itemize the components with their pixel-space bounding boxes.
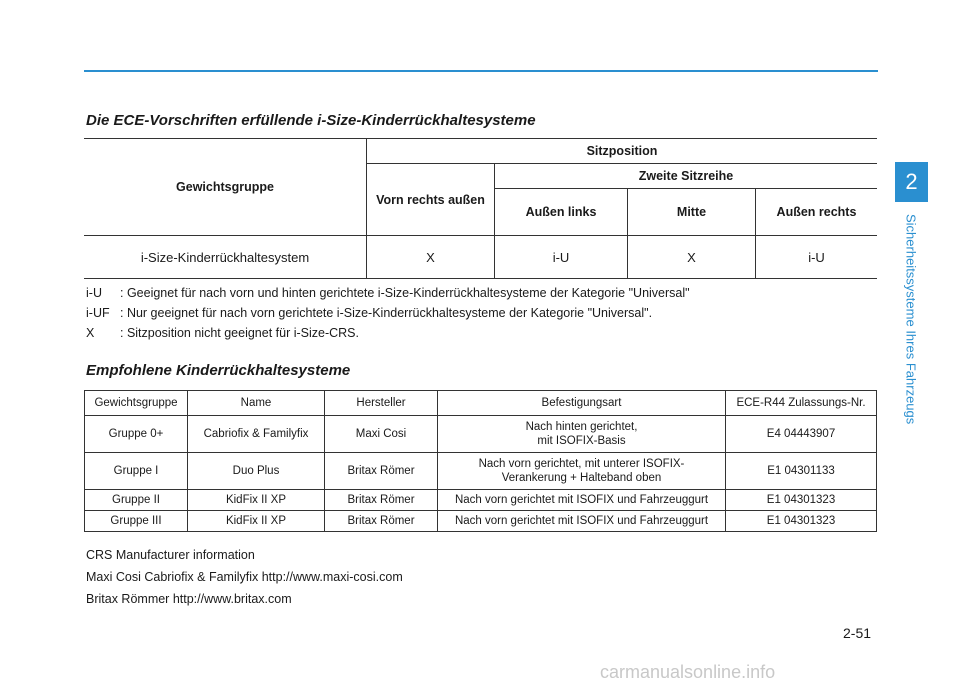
legend-text: : Nur geeignet für nach vorn gerichtete i-Size-Kinderrückhaltesysteme der Kategorie "Universal". (120, 306, 653, 320)
cell-group: Gruppe 0+ (85, 416, 188, 453)
cell-links: i-U (495, 236, 628, 279)
chapter-badge: 2 (895, 162, 928, 202)
cell-group: Gruppe II (85, 490, 188, 511)
cell-mount (438, 453, 726, 490)
table-row (85, 416, 877, 453)
cell-maker: Maxi Cosi (325, 416, 438, 453)
col-gewichtsgruppe: Gewichtsgruppe (85, 391, 188, 416)
legend-item (86, 323, 690, 343)
cell-vorn: X (367, 236, 495, 279)
legend-key: i-U (86, 286, 102, 300)
cell-name: KidFix II XP (188, 490, 325, 511)
legend-key: i-UF (86, 306, 110, 320)
col-name: Name (188, 391, 325, 416)
legend-item (86, 283, 690, 303)
info-line: Maxi Cosi Cabriofix & Familyfix http://www.maxi-cosi.com (86, 570, 403, 584)
table-row (84, 236, 877, 279)
cell-maker: Britax Römer (325, 490, 438, 511)
info-line: Britax Römmer http://www.britax.com (86, 592, 292, 606)
manufacturer-info (86, 544, 403, 610)
cell-group: Gruppe I (85, 453, 188, 490)
header-aussen-links: Außen links (495, 189, 628, 236)
table-row (85, 490, 877, 511)
cell-approval: E1 04301323 (726, 511, 877, 532)
cell-maker: Britax Römer (325, 511, 438, 532)
legend-text: : Geeignet für nach vorn und hinten gerichtete i-Size-Kinderrückhaltesysteme der Kategorie "Universal" (120, 286, 690, 300)
cell-group: i-Size-Kinderrückhaltesystem (84, 236, 367, 279)
cell-mount (438, 416, 726, 453)
info-line: CRS Manufacturer information (86, 548, 255, 562)
section-title-isize: Die ECE-Vorschriften erfüllende i-Size-Kinderrückhaltesysteme (86, 112, 536, 129)
mount-line-1: Nach hinten gerichtet, (525, 421, 638, 433)
cell-name: KidFix II XP (188, 511, 325, 532)
mount-line-1: Nach vorn gerichtet, mit unterer ISOFIX- (478, 458, 685, 470)
header-mitte: Mitte (628, 189, 756, 236)
cell-approval: E1 04301323 (726, 490, 877, 511)
watermark: carmanualsonline.info (600, 662, 776, 682)
cell-mount: Nach vorn gerichtet mit ISOFIX und Fahrzeuggurt (438, 511, 726, 532)
legend-key: X (86, 326, 95, 340)
recommended-table (84, 390, 877, 532)
cell-mount: Nach vorn gerichtet mit ISOFIX und Fahrzeuggurt (438, 490, 726, 511)
page-number: 2-51 (843, 625, 872, 641)
table-row (85, 453, 877, 490)
isize-table (84, 138, 877, 279)
header-sitzposition: Sitzposition (367, 139, 878, 164)
mount-line-2: Verankerung + Halteband oben (501, 472, 662, 484)
chapter-label: Sicherheitssysteme Ihres Fahrzeugs (903, 214, 919, 425)
col-hersteller: Hersteller (325, 391, 438, 416)
cell-rechts: i-U (756, 236, 878, 279)
header-gewichtsgruppe: Gewichtsgruppe (84, 139, 367, 236)
cell-maker: Britax Römer (325, 453, 438, 490)
cell-group: Gruppe III (85, 511, 188, 532)
cell-mitte: X (628, 236, 756, 279)
legend-item (86, 303, 690, 323)
mount-line-2: mit ISOFIX-Basis (537, 435, 626, 447)
cell-approval: E4 04443907 (726, 416, 877, 453)
cell-name: Cabriofix & Familyfix (188, 416, 325, 453)
section-title-recommended: Empfohlene Kinderrückhaltesysteme (86, 362, 351, 379)
table-header-row (85, 391, 877, 416)
col-befestigungsart: Befestigungsart (438, 391, 726, 416)
header-aussen-rechts: Außen rechts (756, 189, 878, 236)
legend-text: : Sitzposition nicht geeignet für i-Size-CRS. (120, 326, 359, 340)
cell-name: Duo Plus (188, 453, 325, 490)
header-vorn-rechts: Vorn rechts außen (367, 164, 495, 236)
top-rule (84, 70, 878, 72)
table-row (85, 511, 877, 532)
header-zweite-sitzreihe: Zweite Sitzreihe (495, 164, 878, 189)
legend (86, 283, 690, 343)
cell-approval: E1 04301133 (726, 453, 877, 490)
col-zulassungs-nr: ECE-R44 Zulassungs-Nr. (726, 391, 877, 416)
